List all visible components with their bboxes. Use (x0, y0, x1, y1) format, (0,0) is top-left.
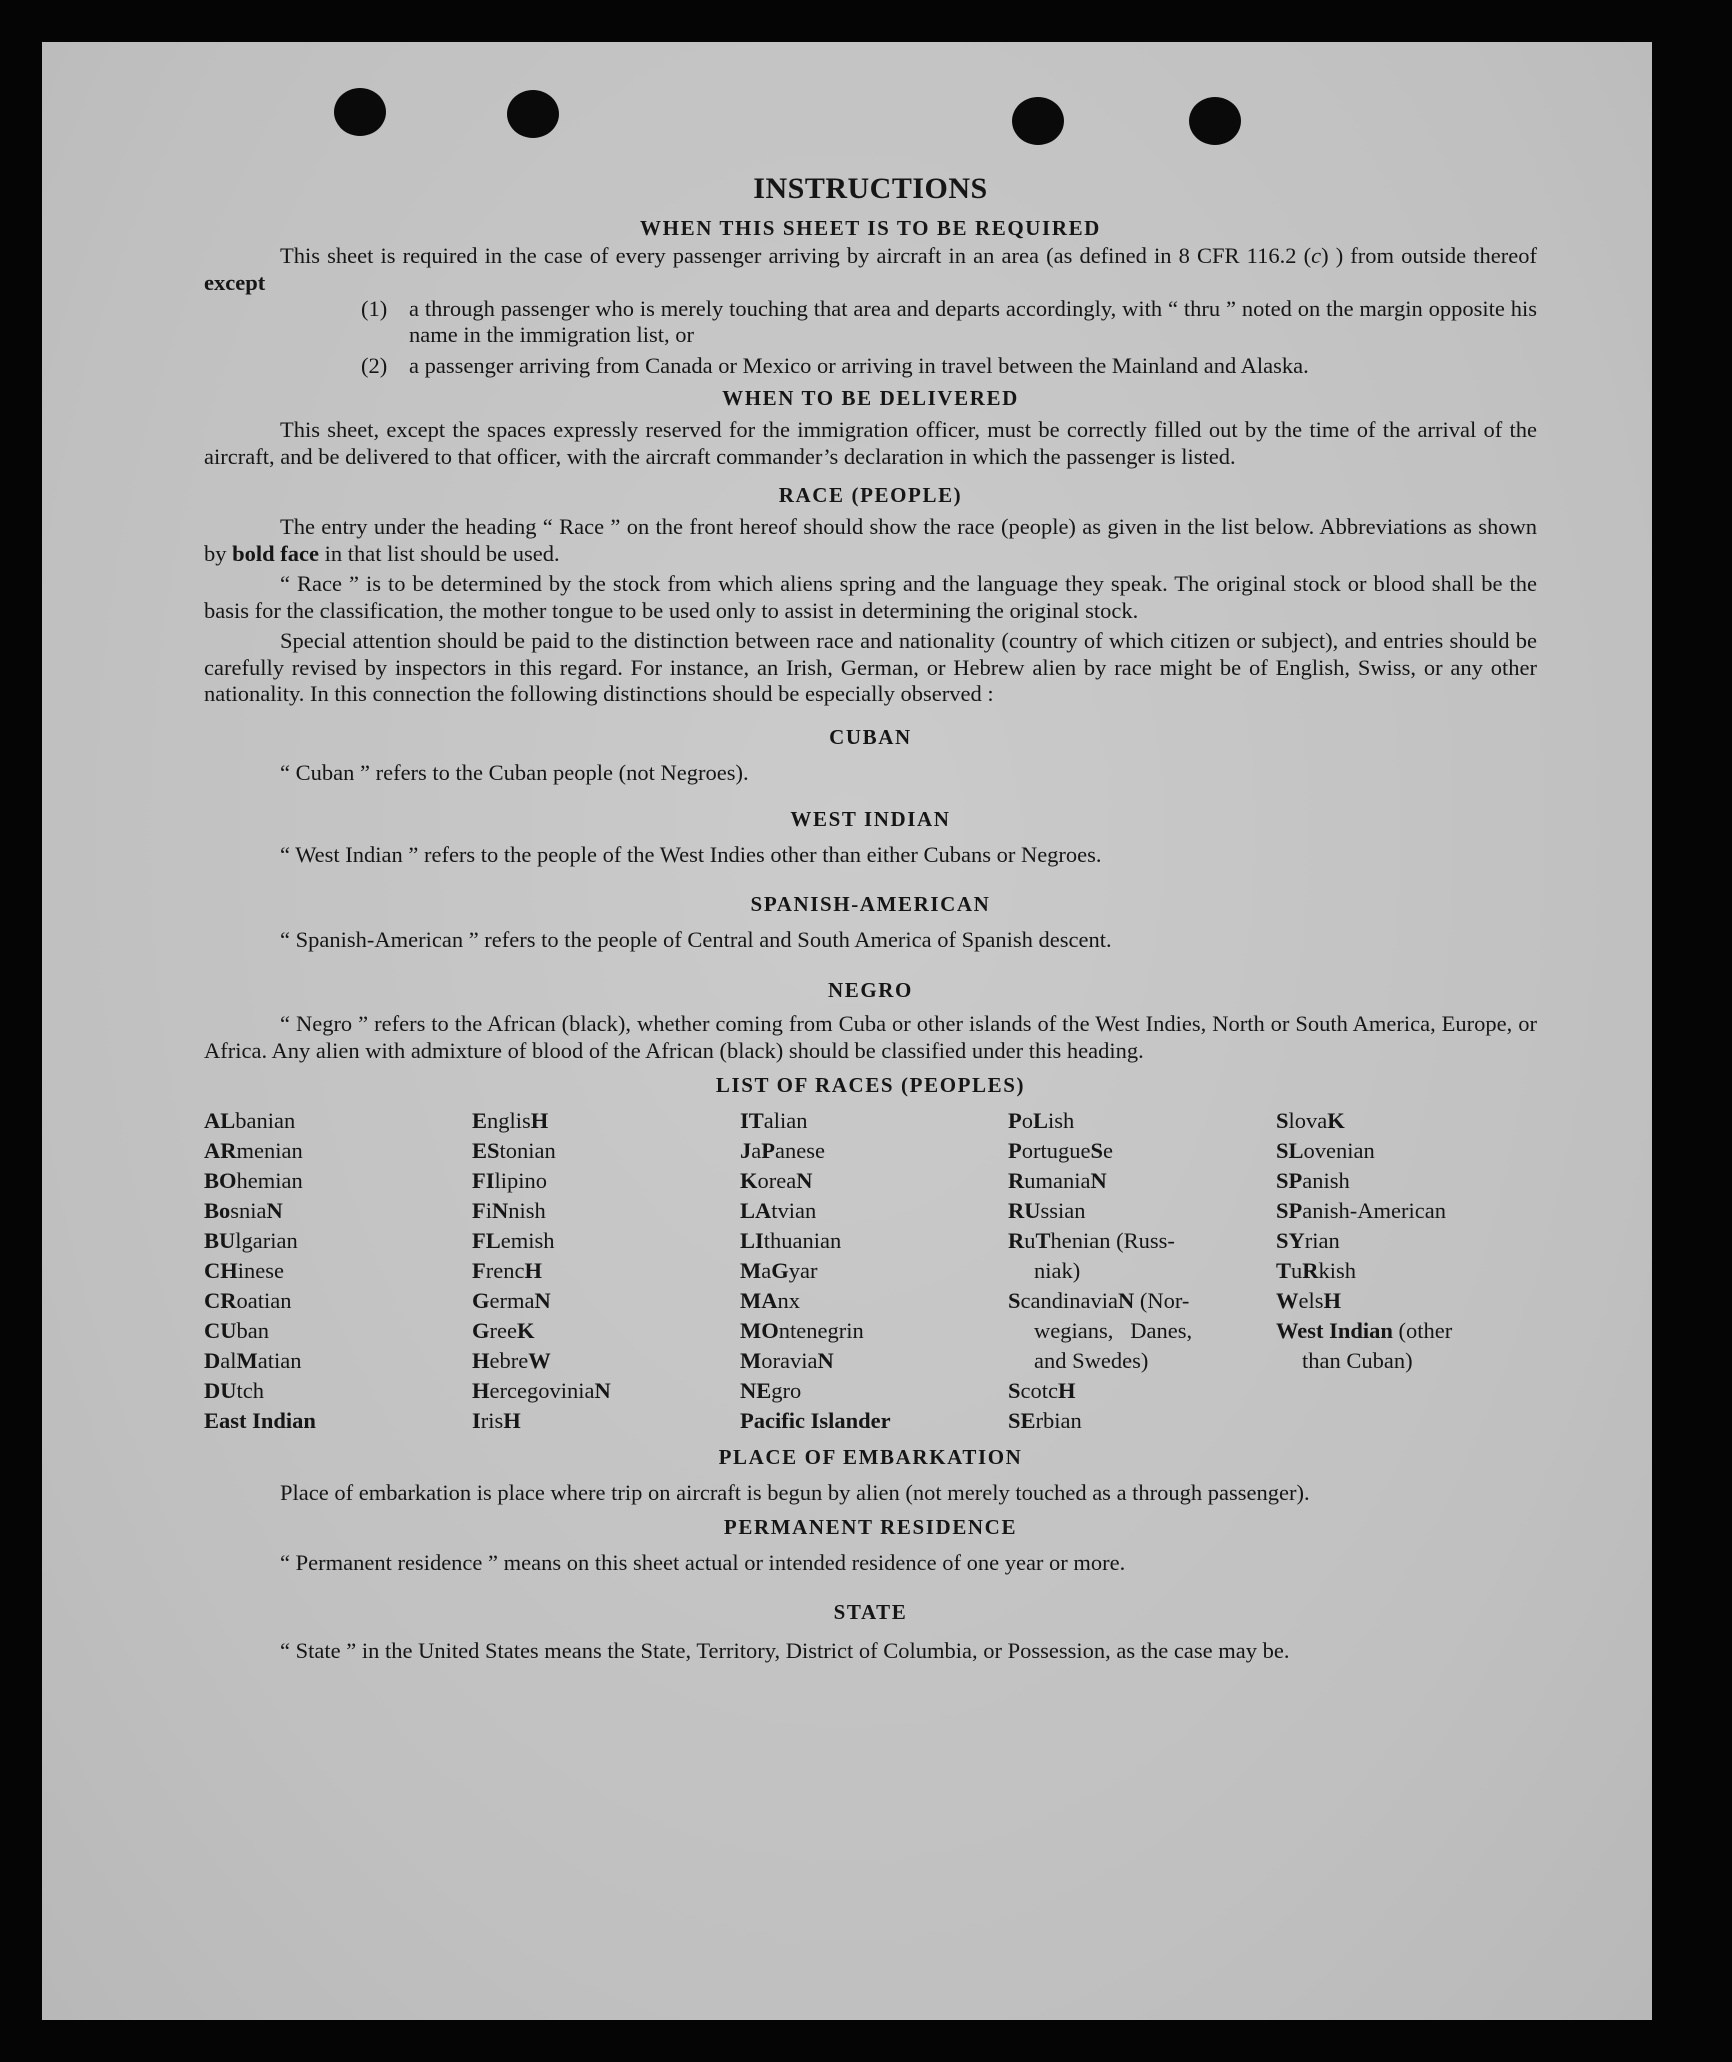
race-entry: IrisH (472, 1408, 521, 1433)
embarkation-text: Place of embarkation is place where trip on aircraft is begun by alien (not merely touched as a through passenger). (280, 1480, 1310, 1505)
race-entry: FrencH (472, 1258, 542, 1283)
punch-hole (1012, 97, 1064, 145)
race-paragraph-3: Special attention should be paid to the distinction between race and nationality (country of which citizen or subject), and entries should be carefully revised by inspectors in this regard. For instance, an Irish, German, or Hebrew alien by race might be of English, Swiss, or any other nationality. In this connection the following distinctions should be especially observed : (204, 628, 1537, 706)
race-entry: ITalian (740, 1108, 808, 1133)
heading-required: WHEN THIS SHEET IS TO BE REQUIRED (640, 216, 1101, 240)
race-entry: SErbian (1008, 1408, 1082, 1433)
heading-spanish-american: SPANISH-AMERICAN (750, 891, 991, 916)
race-column (472, 1106, 740, 1436)
race-entry: ScandinaviaN (Nor- wegians, Danes, and Swedes) (1008, 1288, 1193, 1373)
cuban-text: “ Cuban ” refers to the Cuban people (not Negroes). (280, 759, 749, 785)
race-entry: DalMatian (204, 1348, 302, 1373)
document-sheet (42, 42, 1652, 2020)
race-entry: SYrian (1276, 1228, 1340, 1253)
race-entry: GermaN (472, 1288, 551, 1313)
race-entry: BUlgarian (204, 1228, 298, 1253)
race-entry: West Indian (other than Cuban) (1276, 1318, 1453, 1373)
race-entry: Pacific Islander (740, 1408, 891, 1433)
race-entry: ALbanian (204, 1108, 296, 1133)
race-entry: PortugueSe (1008, 1138, 1113, 1163)
race-entry: RumaniaN (1008, 1168, 1107, 1193)
race-entry: BOhemian (204, 1168, 303, 1193)
race-column (204, 1106, 472, 1436)
race-entry: GreeK (472, 1318, 535, 1343)
race-entry: MoraviaN (740, 1348, 834, 1373)
race-entry: FIlipino (472, 1168, 548, 1193)
race-column (740, 1106, 1008, 1436)
race-entry: MAnx (740, 1288, 800, 1313)
race-entry: LIthuanian (740, 1228, 842, 1253)
heading-negro: NEGRO (827, 978, 913, 1002)
race-column (1276, 1106, 1544, 1436)
race-entry: EnglisH (472, 1108, 549, 1133)
heading-west-indian: WEST INDIAN (790, 807, 951, 831)
heading-residence: PERMANENT RESIDENCE (723, 1515, 1018, 1539)
race-entry: RuThenian (Russ- niak) (1008, 1228, 1175, 1283)
residence-text: “ Permanent residence ” means on this sheet actual or intended residence of one year or more. (280, 1550, 1126, 1575)
race-entry: FiNnish (472, 1198, 546, 1223)
race-entry: BosniaN (204, 1198, 283, 1223)
races-list (204, 1106, 1537, 1436)
heading-races-list: LIST OF RACES (PEOPLES) (715, 1073, 1026, 1097)
race-entry: MaGyar (740, 1258, 818, 1283)
race-column (1008, 1106, 1276, 1436)
race-entry: RUssian (1008, 1198, 1086, 1223)
west-indian-text: “ West Indian ” refers to the people of the West Indies other than either Cubans or Negroes. (280, 842, 1102, 867)
heading-race: RACE (PEOPLE) (778, 483, 963, 507)
race-entry: MOntenegrin (740, 1318, 864, 1343)
race-entry: East Indian (204, 1408, 316, 1433)
race-entry: LAtvian (740, 1198, 817, 1223)
race-entry: CRoatian (204, 1288, 292, 1313)
race-entry: TuRkish (1276, 1258, 1357, 1283)
race-entry: HebreW (472, 1348, 551, 1373)
race-paragraph-2: “ Race ” is to be determined by the stock from which aliens spring and the language they speak. The original stock or blood shall be the basis for the classification, the mother tongue to be used only to assist in determining the original stock. (204, 571, 1537, 623)
race-paragraph-1: The entry under the heading “ Race ” on the front hereof should show the race (people) as given in the list below. Abbreviations as shown by bold face in that list should be used. (204, 514, 1537, 566)
race-entry: JaPanese (740, 1138, 825, 1163)
heading-delivered: WHEN TO BE DELIVERED (722, 386, 1019, 410)
race-entry: PoLish (1008, 1108, 1075, 1133)
race-entry: ScotcH (1008, 1378, 1076, 1403)
race-entry: EStonian (472, 1138, 556, 1163)
state-text: “ State ” in the United States means the State, Territory, District of Columbia, or Possession, as the case may be. (280, 1637, 1290, 1663)
race-entry: CUban (204, 1318, 269, 1343)
required-intro: This sheet is required in the case of every passenger arriving by aircraft in an area (as defined in 8 CFR 116.2 (c) ) from outside thereof except (204, 243, 1537, 295)
race-entry: SlovaK (1276, 1108, 1345, 1133)
race-entry: HercegoviniaN (472, 1378, 611, 1403)
delivered-text: This sheet, except the spaces expressly reserved for the immigration officer, must be correctly filled out by the time of the arrival of the aircraft, and be delivered to that officer, with the aircraft commander’s declaration in which the passenger is listed. (204, 417, 1537, 469)
race-entry: SLovenian (1276, 1138, 1375, 1163)
race-entry: ARmenian (204, 1138, 303, 1163)
list-item: (2) a passenger arriving from Canada or Mexico or arriving in travel between the Mainland and Alaska. (361, 353, 1309, 378)
race-entry: FLemish (472, 1228, 555, 1253)
negro-text: “ Negro ” refers to the African (black), whether coming from Cuba or other islands of the West Indies, North or South America, Europe, or Africa. Any alien with admixture of blood of the African (black) should be classified under this heading. (204, 1011, 1537, 1063)
punch-hole (507, 90, 559, 138)
instructions-content (204, 167, 1537, 1666)
heading-state: STATE (833, 1599, 908, 1624)
punch-hole (334, 88, 386, 136)
heading-embarkation: PLACE OF EMBARKATION (718, 1445, 1023, 1469)
race-entry: SPanish-American (1276, 1198, 1446, 1223)
punch-hole (1189, 97, 1241, 145)
race-entry: WelsH (1276, 1288, 1342, 1313)
race-entry: CHinese (204, 1258, 284, 1283)
spanish-american-text: “ Spanish-American ” refers to the people of Central and South America of Spanish descent. (280, 926, 1112, 952)
race-entry: NEgro (740, 1378, 802, 1403)
race-entry: DUtch (204, 1378, 264, 1403)
heading-cuban: CUBAN (829, 724, 912, 749)
list-item: (1) a through passenger who is merely touching that area and departs accordingly, with “ thru ” noted on the margin opposite his name in the immigration list, or (361, 296, 1537, 347)
page-title: INSTRUCTIONS (753, 172, 988, 205)
race-entry: SPanish (1276, 1168, 1350, 1193)
race-entry: KoreaN (740, 1168, 813, 1193)
